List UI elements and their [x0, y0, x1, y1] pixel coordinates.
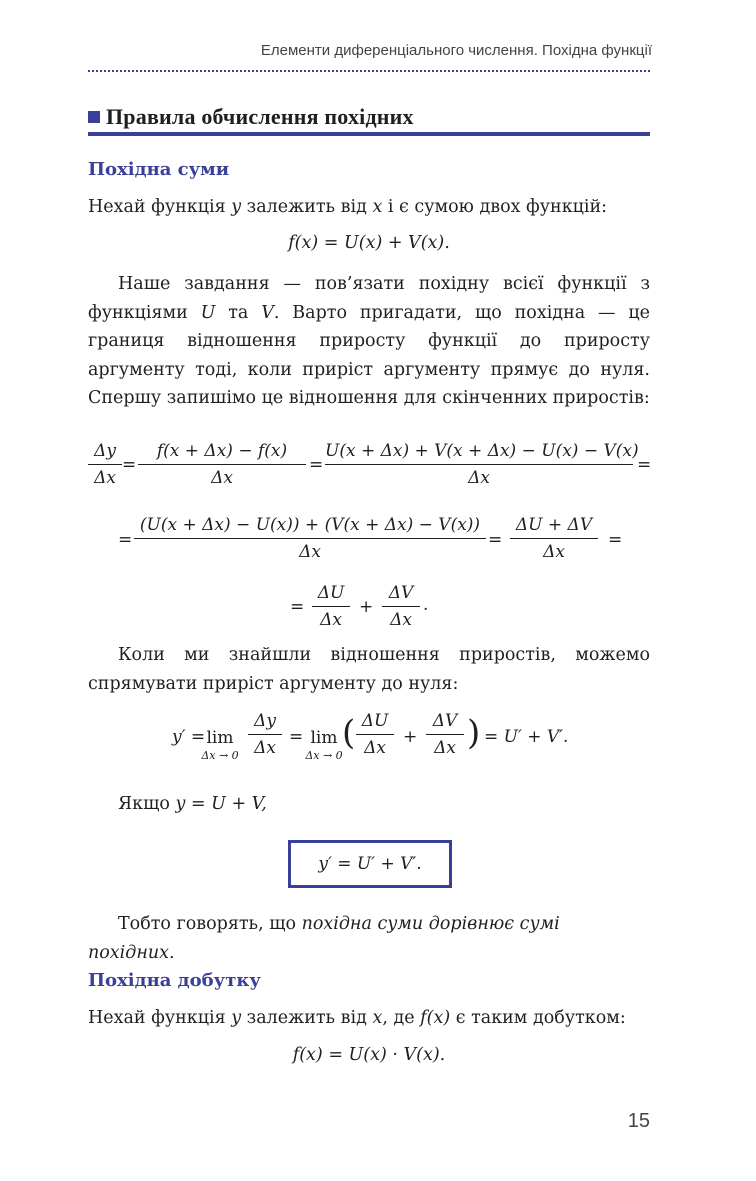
text-run: Якщо — [118, 794, 176, 814]
close-paren: ) — [467, 713, 481, 753]
fraction-U-V-difference — [325, 438, 639, 491]
text-run: залежить від — [241, 1008, 373, 1028]
denominator: Δx — [434, 738, 456, 758]
subheading-product: Похідна добутку — [88, 970, 261, 991]
numerator: f(x + Δx) − f(x) — [156, 441, 288, 461]
text-run: . Варто пригадати, що похідна — це границя відношення приросту функції до приросту аргументу тоді, коли приріст аргументу прямує до нуля. Спершу запишімо це відношення для скінченних приростів: — [88, 302, 650, 408]
sum-conclusion-paragraph — [88, 910, 650, 967]
denominator: Δx — [94, 468, 116, 488]
text-run: Наше завдання — пов’язати похідну всієї функції з функціями — [88, 274, 650, 323]
if-sum-paragraph — [88, 790, 650, 819]
denominator: Δx — [254, 738, 276, 758]
numerator: (U(x + Δx) − U(x)) + (V(x + Δx) − V(x)) — [139, 515, 481, 535]
inline-formula: y = U + V, — [175, 794, 267, 814]
lim-word: lim — [310, 728, 338, 748]
limit-operator — [198, 727, 242, 763]
fraction-dU-plus-dV — [510, 512, 598, 565]
numerator: ΔU — [361, 711, 389, 731]
denominator: Δx — [299, 542, 321, 562]
header-dotted-rule — [88, 70, 650, 72]
fraction-dV-dx-limit — [426, 708, 464, 761]
fraction-grouped-differences — [134, 512, 486, 565]
numerator: ΔV — [388, 583, 414, 603]
subheading-sum: Похідна суми — [88, 159, 230, 180]
text-run: і є сумою двох функцій: — [382, 197, 608, 217]
section-title-text: Правила обчислення похідних — [106, 104, 414, 129]
section-title — [88, 104, 414, 130]
text-run: та — [215, 302, 262, 323]
numerator: Δy — [254, 711, 276, 731]
equals-sign: = — [637, 455, 652, 475]
text-run: є таким добутком: — [450, 1008, 626, 1028]
limit-lhs: y′ = — [172, 727, 206, 747]
text-run: , де — [382, 1008, 421, 1028]
denominator: Δx — [390, 610, 412, 630]
lim-subscript: Δx → 0 — [305, 749, 343, 762]
denominator: Δx — [468, 468, 490, 488]
var-V: V — [261, 302, 274, 323]
var-y: y — [231, 1008, 242, 1028]
text-run: Нехай функція — [88, 1008, 232, 1028]
numerator: ΔU — [317, 583, 345, 603]
section-title-rule — [88, 132, 650, 136]
denominator: Δx — [211, 468, 233, 488]
sum-intro-paragraph — [88, 193, 650, 222]
sum-formula: f(x) = U(x) + V(x). — [288, 233, 450, 253]
var-fx: f(x) — [420, 1008, 451, 1028]
sum-explanation-paragraph — [88, 270, 650, 413]
fraction-dy-dx — [88, 438, 122, 491]
fraction-f-difference — [138, 438, 306, 491]
product-intro-paragraph — [88, 1004, 650, 1033]
limit-operator — [302, 727, 346, 763]
plus-sign: + — [403, 727, 418, 747]
emphasized-rule: похідна суми дорівнює сумі похідних. — [88, 914, 560, 963]
running-header: Елементи диференціального числення. Похідна функції — [260, 42, 652, 59]
var-x: x — [372, 1008, 383, 1028]
numerator: ΔU + ΔV — [515, 515, 593, 535]
equals-sign: = — [608, 530, 623, 550]
square-bullet-icon — [88, 111, 100, 123]
var-y: y — [231, 197, 242, 217]
denominator: Δx — [320, 610, 342, 630]
equals-sign: = — [122, 455, 137, 475]
lim-subscript: Δx → 0 — [201, 749, 239, 762]
fraction-dV-dx — [382, 580, 420, 633]
product-formula: f(x) = U(x) · V(x). — [292, 1045, 446, 1065]
text-run: залежить від — [241, 197, 373, 217]
fraction-dU-dx-limit — [356, 708, 394, 761]
plus-sign: + — [359, 597, 374, 617]
equals-sign: = — [289, 727, 304, 747]
equals-sign: = — [290, 597, 305, 617]
open-paren: ( — [342, 713, 356, 753]
numerator: Δy — [94, 441, 116, 461]
equals-sign: = — [309, 455, 324, 475]
numerator: U(x + Δx) + V(x + Δx) − U(x) − V(x) — [325, 441, 639, 461]
boxed-sum-rule: y′ = U′ + V′. — [288, 840, 452, 888]
text-run: Нехай функція — [88, 197, 232, 217]
fraction-dU-dx — [312, 580, 350, 633]
page-number: 15 — [627, 1110, 650, 1132]
text-run: Тобто говорять, що — [118, 914, 302, 934]
period: . — [423, 595, 429, 615]
fraction-dy-dx-limit — [248, 708, 282, 761]
denominator: Δx — [543, 542, 565, 562]
var-x: x — [372, 197, 383, 217]
limit-intro-paragraph: Коли ми знайшли відношення приростів, можемо спрямувати приріст аргументу до нуля: — [88, 645, 650, 694]
equals-sign: = — [488, 530, 503, 550]
equals-sign: = — [118, 530, 133, 550]
limit-rhs: = U′ + V′. — [484, 727, 569, 747]
var-U: U — [200, 302, 216, 323]
denominator: Δx — [364, 738, 386, 758]
numerator: ΔV — [432, 711, 458, 731]
lim-word: lim — [206, 728, 234, 748]
